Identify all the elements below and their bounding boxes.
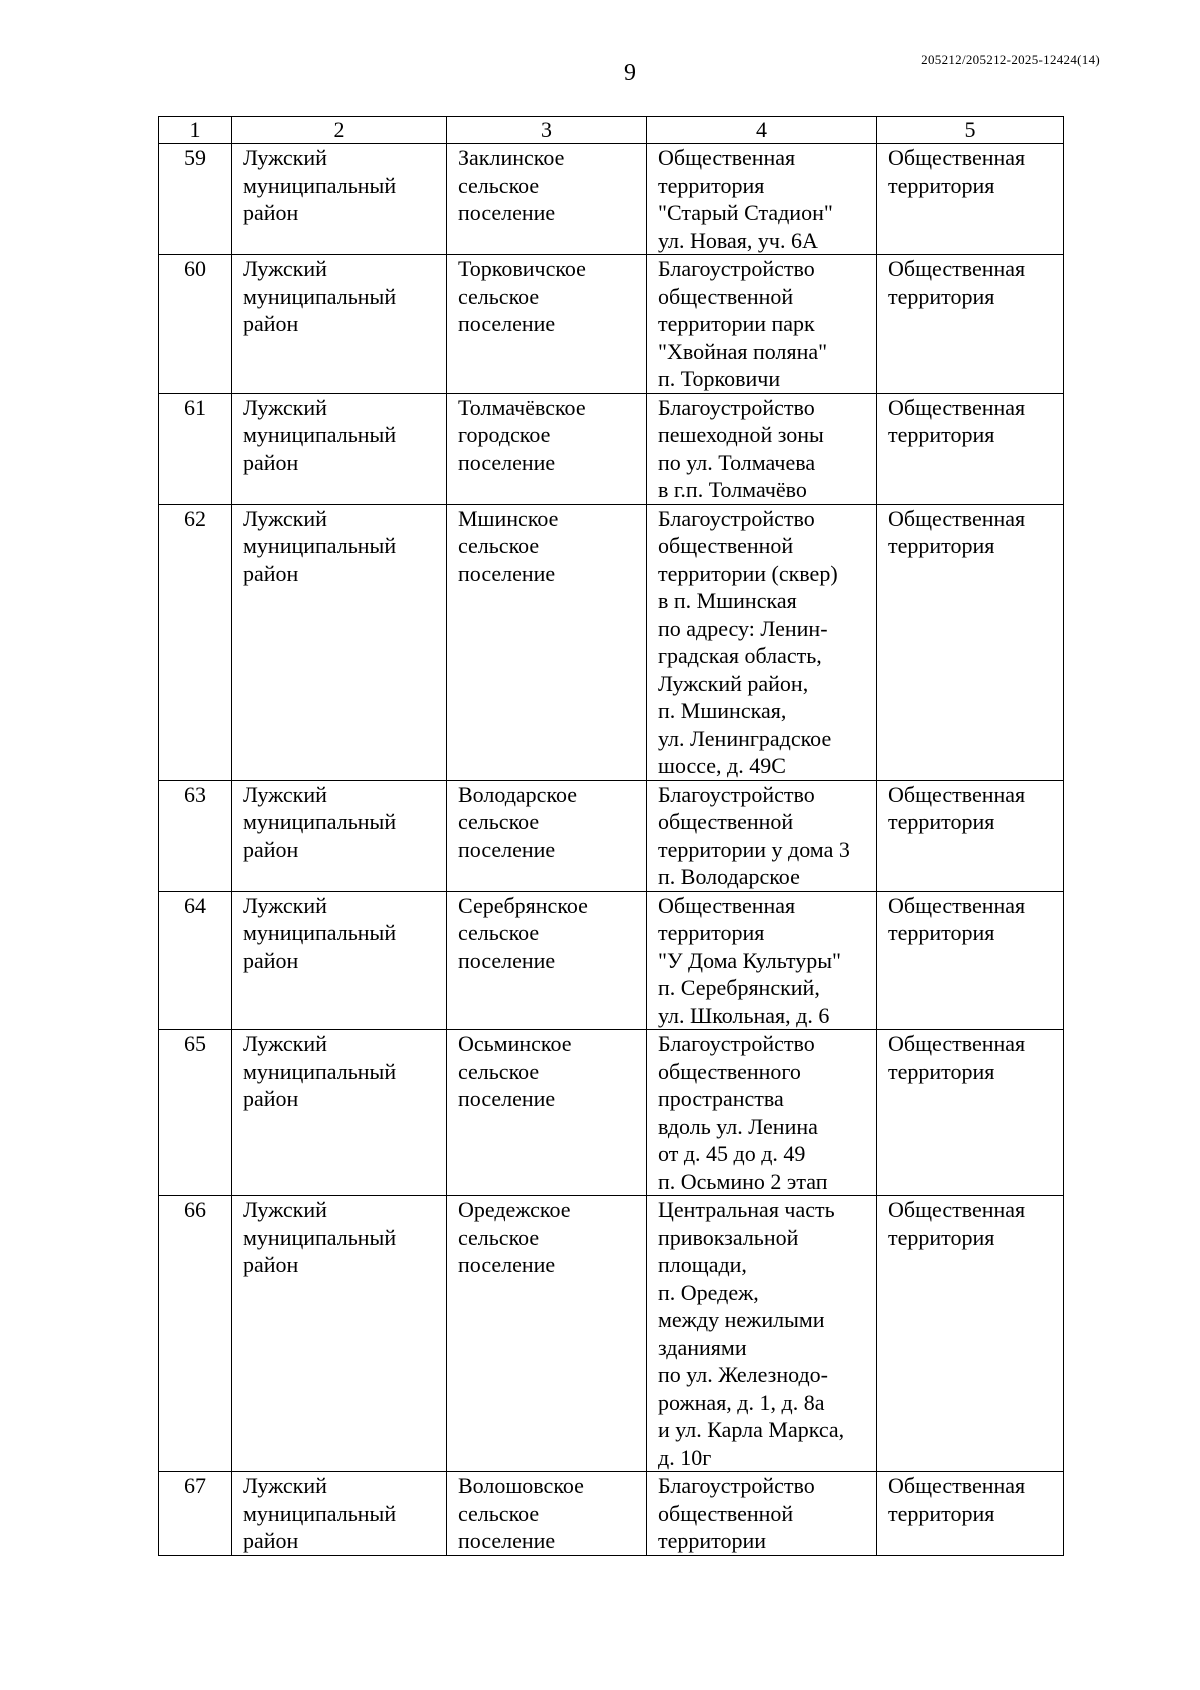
object-cell: Благоустройство общественного пространства вдоль ул. Ленина от д. 45 до д. 49 п. Осьмино 2 этап	[647, 1030, 877, 1196]
table-row	[159, 1196, 1064, 1472]
column-header-3: 3	[447, 117, 647, 144]
type-cell: Общественная территория	[877, 255, 1064, 394]
object-cell: Благоустройство пешеходной зоны по ул. Толмачева в г.п. Толмачёво	[647, 393, 877, 504]
district-cell: Лужский муниципальный район	[232, 1472, 447, 1556]
object-cell: Благоустройство общественной территории парк "Хвойная поляна" п. Торковичи	[647, 255, 877, 394]
type-cell: Общественная территория	[877, 1472, 1064, 1556]
settlement-cell: Волошовское сельское поселение	[447, 1472, 647, 1556]
type-cell: Общественная территория	[877, 393, 1064, 504]
district-cell: Лужский муниципальный район	[232, 144, 447, 255]
type-cell: Общественная территория	[877, 780, 1064, 891]
object-cell: Благоустройство общественной территории у дома 3 п. Володарское	[647, 780, 877, 891]
territories-table	[158, 116, 1064, 1556]
district-cell: Лужский муниципальный район	[232, 393, 447, 504]
row-number: 65	[159, 1030, 232, 1196]
row-number: 66	[159, 1196, 232, 1472]
row-number: 64	[159, 891, 232, 1030]
object-cell: Общественная территория "Старый Стадион" ул. Новая, уч. 6А	[647, 144, 877, 255]
type-cell: Общественная территория	[877, 1030, 1064, 1196]
column-header-1: 1	[159, 117, 232, 144]
table-row	[159, 780, 1064, 891]
settlement-cell: Осьминское сельское поселение	[447, 1030, 647, 1196]
type-cell: Общественная территория	[877, 891, 1064, 1030]
table-row	[159, 891, 1064, 1030]
object-cell: Благоустройство общественной территории (сквер) в п. Мшинская по адресу: Ленин- градская область, Лужский район, п. Мшинская, ул. Ленинградское шоссе, д. 49С	[647, 504, 877, 780]
settlement-cell: Заклинское сельское поселение	[447, 144, 647, 255]
column-header-5: 5	[877, 117, 1064, 144]
column-header-2: 2	[232, 117, 447, 144]
document-id: 205212/205212-2025-12424(14)	[921, 52, 1100, 67]
table-row	[159, 255, 1064, 394]
row-number: 60	[159, 255, 232, 394]
row-number: 67	[159, 1472, 232, 1556]
type-cell: Общественная территория	[877, 504, 1064, 780]
type-cell: Общественная территория	[877, 144, 1064, 255]
column-header-4: 4	[647, 117, 877, 144]
table-header-row	[159, 117, 1064, 144]
object-cell: Центральная часть привокзальной площади, п. Оредеж, между нежилыми зданиями по ул. Железнодо- рожная, д. 1, д. 8а и ул. Карла Маркса, д. 10г	[647, 1196, 877, 1472]
row-number: 63	[159, 780, 232, 891]
row-number: 59	[159, 144, 232, 255]
district-cell: Лужский муниципальный район	[232, 891, 447, 1030]
settlement-cell: Мшинское сельское поселение	[447, 504, 647, 780]
object-cell: Благоустройство общественной территории	[647, 1472, 877, 1556]
row-number: 62	[159, 504, 232, 780]
table-row	[159, 504, 1064, 780]
district-cell: Лужский муниципальный район	[232, 1196, 447, 1472]
object-cell: Общественная территория "У Дома Культуры" п. Серебрянский, ул. Школьная, д. 6	[647, 891, 877, 1030]
table-row	[159, 393, 1064, 504]
row-number: 61	[159, 393, 232, 504]
district-cell: Лужский муниципальный район	[232, 255, 447, 394]
district-cell: Лужский муниципальный район	[232, 504, 447, 780]
settlement-cell: Торковичское сельское поселение	[447, 255, 647, 394]
settlement-cell: Серебрянское сельское поселение	[447, 891, 647, 1030]
settlement-cell: Толмачёвское городское поселение	[447, 393, 647, 504]
table-row	[159, 1472, 1064, 1556]
district-cell: Лужский муниципальный район	[232, 1030, 447, 1196]
district-cell: Лужский муниципальный район	[232, 780, 447, 891]
table-row	[159, 1030, 1064, 1196]
settlement-cell: Володарское сельское поселение	[447, 780, 647, 891]
page-number: 9	[624, 60, 636, 86]
table-row	[159, 144, 1064, 255]
settlement-cell: Оредежское сельское поселение	[447, 1196, 647, 1472]
type-cell: Общественная территория	[877, 1196, 1064, 1472]
